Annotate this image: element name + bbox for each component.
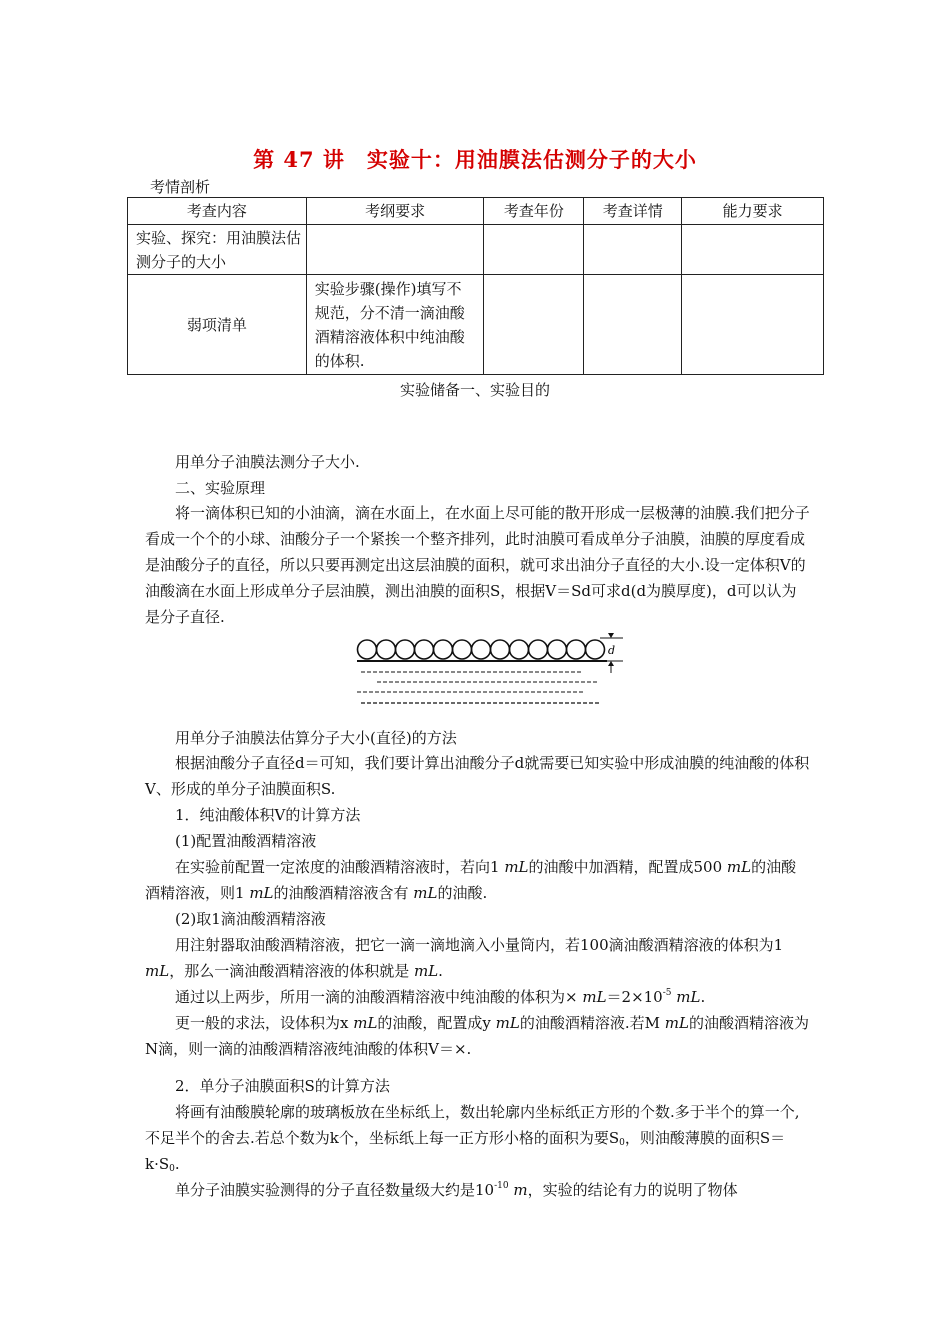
section-title: 实验储备一、实验目的 xyxy=(399,381,550,399)
molecule-circle xyxy=(396,640,415,659)
unit-ml: mL xyxy=(413,884,438,902)
step1-heading-text: (1)配置油酸酒精溶液 xyxy=(175,832,317,850)
analysis-label: 考情剖析 xyxy=(150,178,211,196)
table-header: 考查内容 xyxy=(128,198,307,225)
unit-ml: mL xyxy=(582,988,607,1006)
table-cell xyxy=(682,225,824,275)
molecule-circle xyxy=(529,640,548,659)
table-cell-content: 实验、探究：用油膜法估测分子的大小 xyxy=(128,225,307,275)
principle-text: 将一滴体积已知的小油滴，滴在水面上，在水面上尽可能的散开形成一层极薄的油膜.我们把分子看成一个个的小球、油酸分子一个紧挨一个整齐排列，此时油膜可看成单分子油膜，油膜的厚度看成是油酸分子的直径，所以只要再测定出这层油膜的面积，就可求出油分子直径的大小.设一定体积V的油酸滴在水面上形成单分子层油膜，测出油膜的面积S，根据V＝Sd可求d(d为膜厚度)，d可以认为是分子直径. xyxy=(145,504,810,626)
method-block xyxy=(145,750,810,1062)
table-header-row xyxy=(128,198,824,225)
general-part: 的油酸酒精溶液为N滴，则一滴的油酸酒精溶液纯油酸的体积V＝×. xyxy=(145,1014,809,1058)
monolayer-figure xyxy=(355,633,635,713)
s-part: 将画有油酸膜轮廓的玻璃板放在坐标纸上，数出轮廓内坐标纸正方形的个数.多于半个的算一个,不足半个的舍去.若总个数为k个，坐标纸上每一正方形小格的面积为要S xyxy=(145,1103,800,1147)
step2-part: 用注射器取油酸酒精溶液，把它一滴一滴地滴入小量筒内，若100滴油酸酒精溶液的体积为1 xyxy=(175,936,784,954)
purpose-text: 用单分子油膜法测分子大小. xyxy=(175,453,360,471)
requirements-table xyxy=(127,197,824,375)
table-cell-content: 弱项清单 xyxy=(128,275,307,375)
exponent: -5 xyxy=(662,988,672,998)
unit-ml: mL xyxy=(504,858,529,876)
step2-part: ，那么一滴油酸酒精溶液的体积就是 xyxy=(169,962,414,980)
table-cell xyxy=(306,225,484,275)
table-row xyxy=(128,225,824,275)
molecule-circle xyxy=(377,640,396,659)
molecule-circle xyxy=(415,640,434,659)
table-header: 考查年份 xyxy=(484,198,584,225)
molecule-circle xyxy=(567,640,586,659)
molecule-circle xyxy=(510,640,529,659)
thickness-label: d xyxy=(608,644,616,657)
molecule-circle xyxy=(434,640,453,659)
unit-ml: mL xyxy=(249,884,274,902)
unit-ml: mL xyxy=(495,1014,520,1032)
table-cell xyxy=(584,225,682,275)
table-cell xyxy=(682,275,824,375)
step2-part: . xyxy=(438,962,443,980)
unit-m: m xyxy=(513,1181,528,1199)
step2-heading xyxy=(145,906,810,932)
unit-ml: mL xyxy=(726,858,752,876)
step1-text xyxy=(145,854,810,906)
arrow-top-icon xyxy=(608,633,614,638)
step2-text xyxy=(145,932,810,984)
s-heading xyxy=(145,1073,810,1099)
through-part: 通过以上两步，所用一滴的油酸酒精溶液中纯油酸的体积为× xyxy=(175,988,583,1006)
step1-part: 的油酸. xyxy=(437,884,488,902)
table-cell xyxy=(584,275,682,375)
molecule-circles xyxy=(358,640,605,659)
table-header: 考查详情 xyxy=(584,198,682,225)
molecule-circle xyxy=(491,640,510,659)
unit-ml: mL xyxy=(413,962,439,980)
conclusion-part: 单分子油膜实验测得的分子直径数量级大约是10 xyxy=(175,1181,495,1199)
table-header: 考纲要求 xyxy=(306,198,484,225)
general-part: 的油酸酒精溶液.若M xyxy=(519,1014,665,1032)
method-intro: 根据油酸分子直径d＝可知，我们要计算出油酸分子d就需要已知实验中形成油膜的纯油酸的体积V、形成的单分子油膜面积S. xyxy=(145,754,810,798)
unit-ml: mL xyxy=(145,962,170,980)
step1-part: 的油酸酒精溶液含有 xyxy=(273,884,414,902)
arrow-bottom-icon xyxy=(608,661,614,666)
molecule-circle xyxy=(586,640,605,659)
through-text xyxy=(145,984,810,1010)
general-part: 的油酸，配置成y xyxy=(377,1014,496,1032)
step2-heading-text: (2)取1滴油酸酒精溶液 xyxy=(175,910,326,928)
subscript: 0 xyxy=(169,1164,175,1174)
s-part: ，则油酸薄膜的面积S＝k·S xyxy=(145,1129,786,1173)
s-part: . xyxy=(174,1155,180,1173)
unit-ml: mL xyxy=(353,1014,378,1032)
method-title: 用单分子油膜法估算分子大小(直径)的方法 xyxy=(175,729,457,747)
molecule-circle xyxy=(548,640,567,659)
exponent: -10 xyxy=(494,1181,509,1191)
v-heading-text: 1．纯油酸体积V的计算方法 xyxy=(175,806,361,824)
step1-part: 的油酸中加酒精，配置成500 xyxy=(528,858,727,876)
s-heading-text: 2．单分子油膜面积S的计算方法 xyxy=(175,1077,390,1095)
molecule-circle xyxy=(358,640,377,659)
table-cell xyxy=(484,225,584,275)
through-part: . xyxy=(700,988,706,1006)
table-header: 能力要求 xyxy=(682,198,824,225)
molecule-circle xyxy=(472,640,491,659)
step1-part: 在实验前配置一定浓度的油酸酒精溶液时，若向1 xyxy=(175,858,505,876)
unit-ml: mL xyxy=(664,1014,689,1032)
conclusion-text xyxy=(145,1177,810,1203)
general-part: 更一般的求法，设体积为x xyxy=(175,1014,354,1032)
v-heading xyxy=(145,802,810,828)
step1-heading xyxy=(145,828,810,854)
table-cell xyxy=(484,275,584,375)
principle-paragraph xyxy=(145,500,810,630)
general-text xyxy=(145,1010,810,1062)
molecule-circle xyxy=(453,640,472,659)
table-cell-requirement: 实验步骤(操作)填写不规范，分不清一滴油酸酒精溶液体积中纯油酸的体积. xyxy=(306,275,484,375)
step1-part: 的油酸酒精溶液，则1 xyxy=(145,858,797,902)
subscript: 0 xyxy=(619,1138,625,1148)
principle-heading: 二、实验原理 xyxy=(175,479,266,497)
page-title: 第 47 讲 实验十：用油膜法估测分子的大小 xyxy=(253,147,697,172)
conclusion-part: ，实验的结论有力的说明了物体 xyxy=(527,1181,738,1199)
s-text xyxy=(145,1099,810,1177)
area-block xyxy=(145,1073,810,1203)
through-part: ＝2×10 xyxy=(606,988,663,1006)
table-row xyxy=(128,275,824,375)
unit-ml: mL xyxy=(676,988,701,1006)
